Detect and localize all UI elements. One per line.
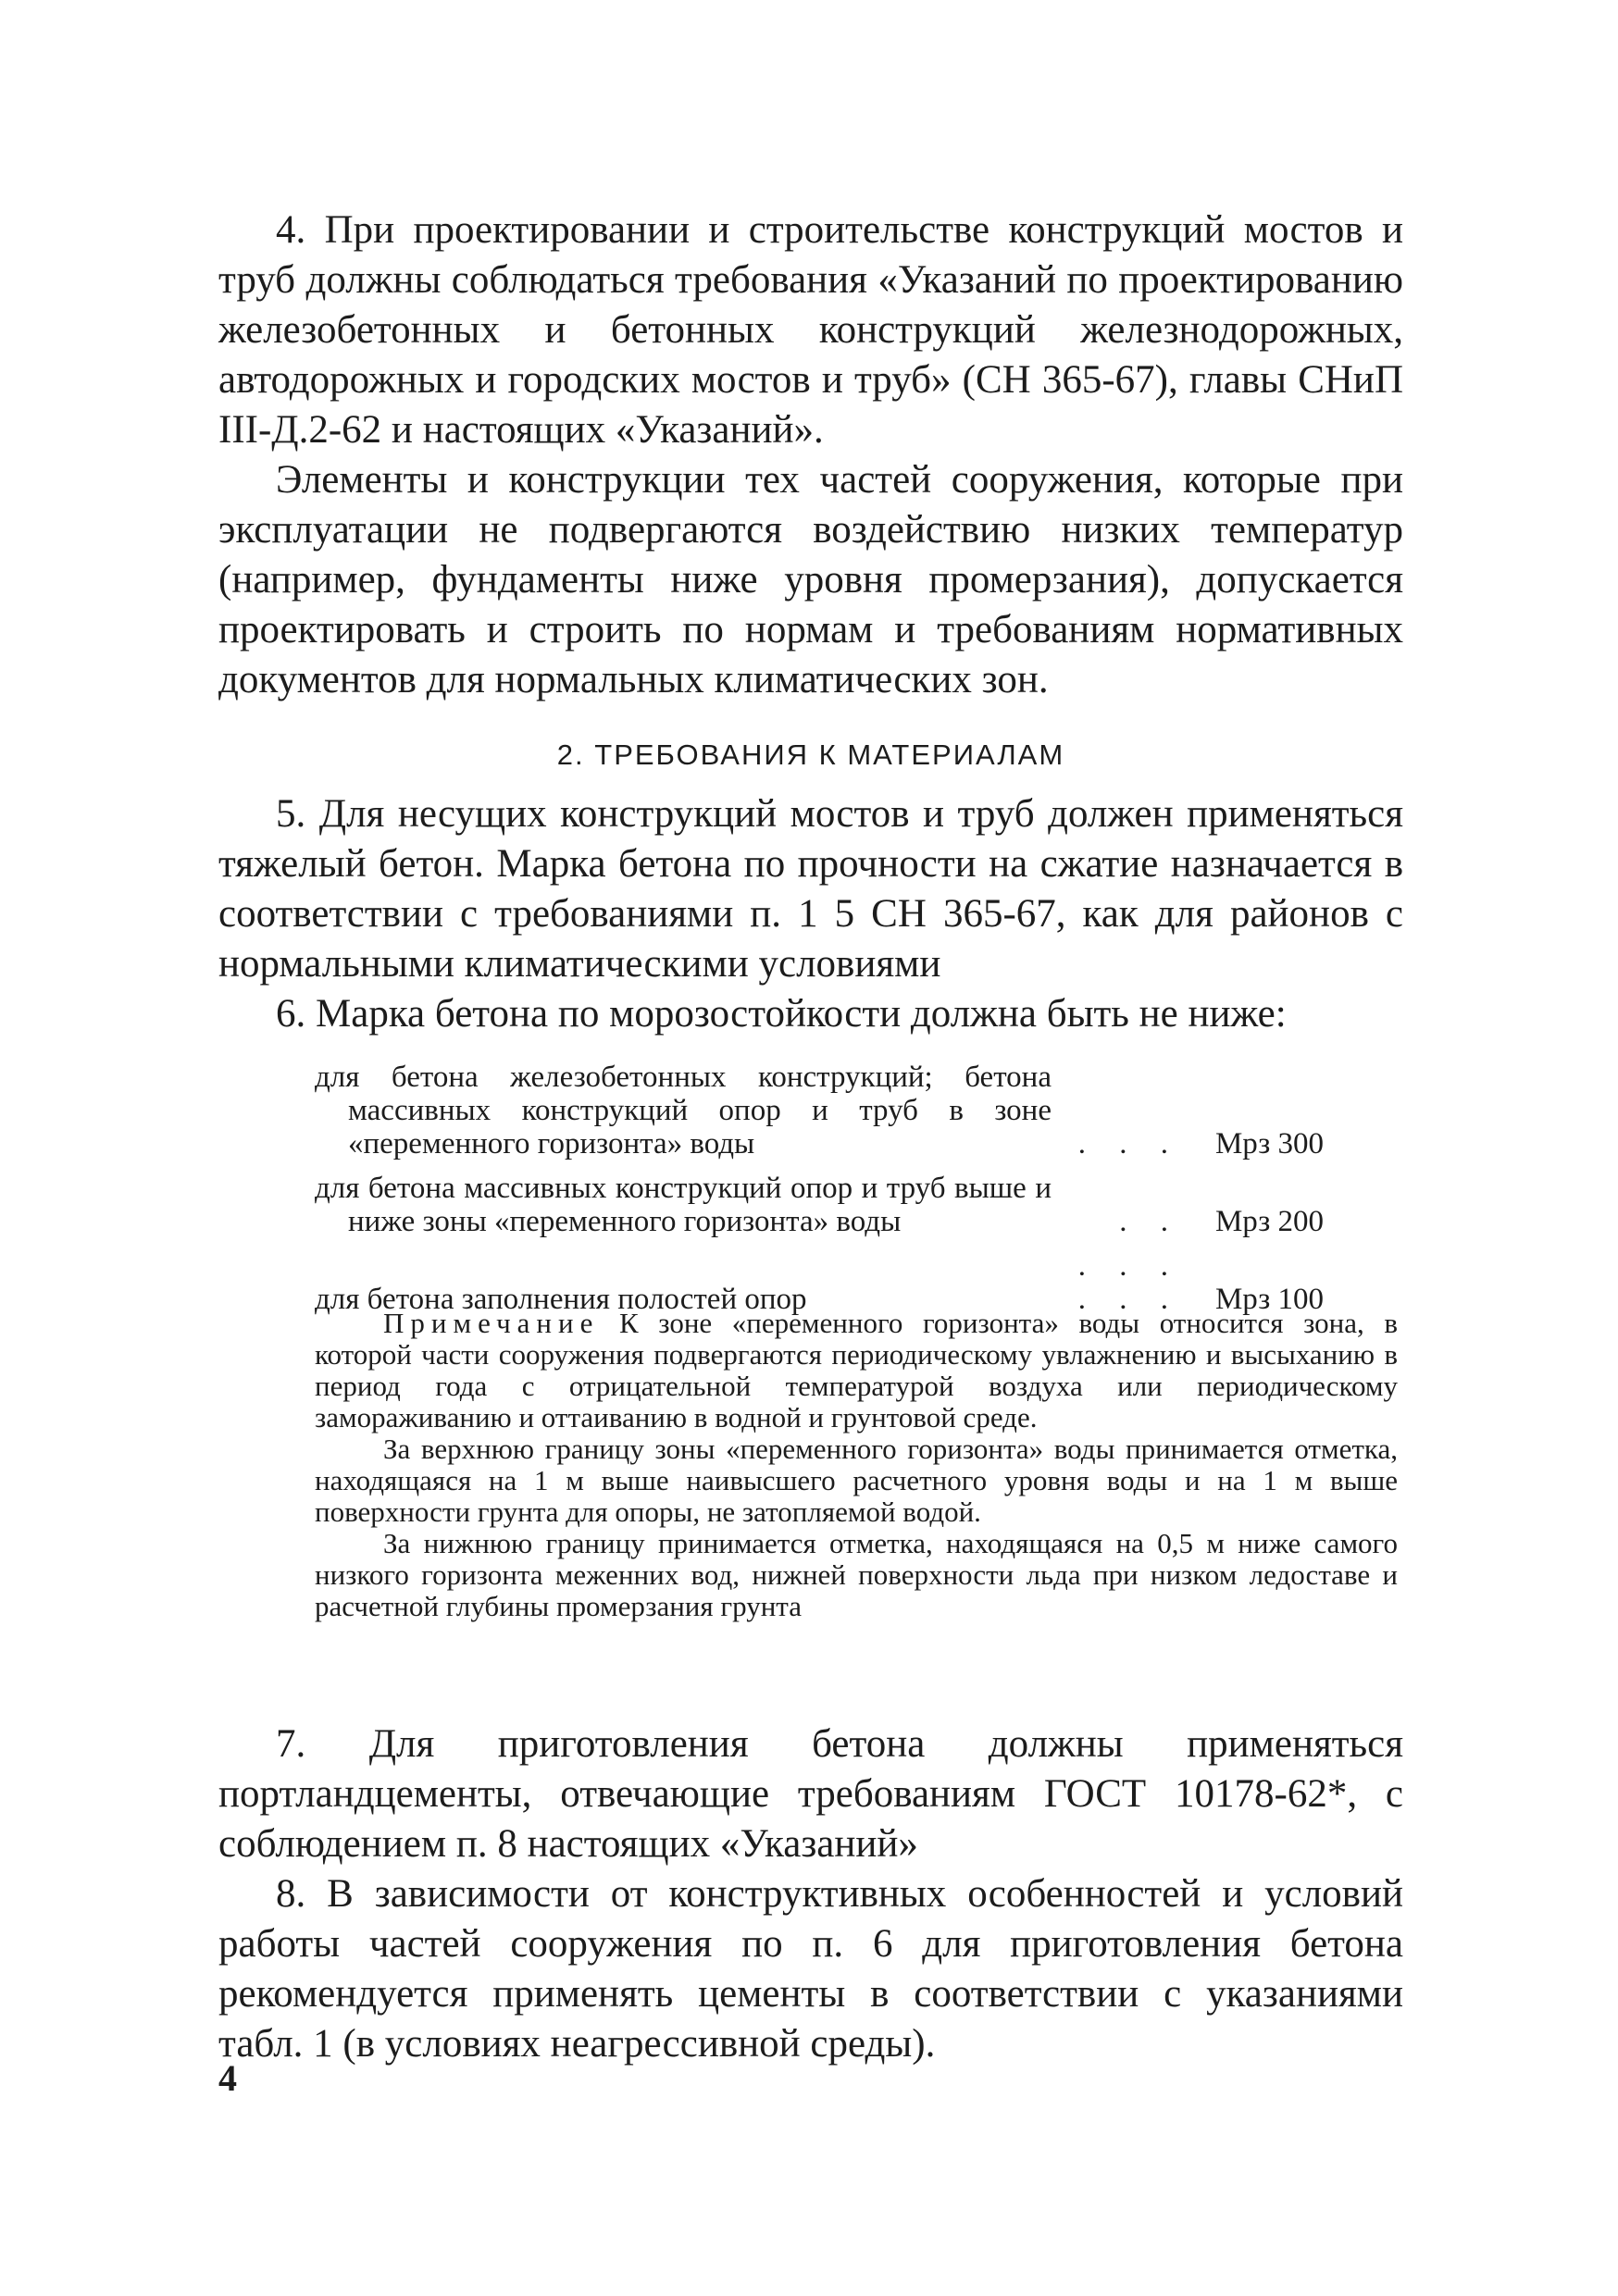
note-paragraph: За верхнюю границу зоны «переменного горизонта» воды принимается отметка, находящаяся на 1 м выше наивысшего расчетного уровня воды и на 1 м выше поверхности грунта для опоры, не затопляемой водой. — [315, 1433, 1398, 1528]
requirement-text: для бетона массивных конструкций опор и труб выше и ниже зоны «переменного горизонта» воды — [315, 1172, 1052, 1238]
section-heading: 2. ТРЕБОВАНИЯ К МАТЕРИАЛАМ — [556, 738, 1065, 771]
requirement-row — [315, 1061, 1324, 1160]
note-paragraph: За нижнюю границу принимается отметка, находящаяся на 0,5 м ниже самого низкого горизонта меженних вод, нижней поверхности льда при низком ледоставе и расчетной глубины промерзания грунта — [315, 1527, 1398, 1622]
paragraph-5: 5. Для несущих конструкций мостов и труб должен применяться тяжелый бетон. Марка бетона по прочности на сжатие назначается в соответствии с требованиями п. 1 5 СН 365-67, как для районов с нормальными климатическими условиями — [218, 792, 1403, 986]
leader-dots: . . . . . . — [1077, 1249, 1181, 1316]
requirement-value: Мрз 200 — [1214, 1205, 1324, 1238]
paragraph-7: 7. Для приготовления бетона должны применяться портландцементы, отвечающие требованиям ГОСТ 10178-62*, с соблюдением п. 8 настоящих «Указаний» — [218, 1722, 1403, 1866]
paragraph-elements: Элементы и конструкции тех частей сооружения, которые при эксплуатации не подвергаются воздействию низких температур (например, фундаменты ниже уровня промерзания), допускается проектировать и строить по нормам и требованиям нормативных документов для нормальных климатических зон. — [218, 458, 1403, 701]
bottom-text-block — [218, 1719, 1403, 2069]
paragraph-8: 8. В зависимости от конструктивных особенностей и условий работы частей сооружения по п. 6 для приготовления бетона рекомендуется применять цементы в соответствии с указаниями табл. 1 (в условиях неагрессивной среды). — [218, 1872, 1403, 2066]
middle-text-block — [218, 789, 1403, 1039]
top-text-block — [218, 205, 1403, 705]
leader-dots: . . — [1119, 1205, 1181, 1238]
note-block — [315, 1308, 1398, 1622]
paragraph-4: 4. При проектировании и строительстве конструкций мостов и труб должны соблюдаться требования «Указаний по проектированию железобетонных и бетонных конструкций железнодорожных, автодорожных и городских мостов и труб» (СН 365-67), главы СНиП III-Д.2-62 и настоящих «Указаний». — [218, 208, 1403, 452]
note-paragraph — [315, 1308, 1398, 1433]
frost-resistance-requirements — [315, 1061, 1324, 1316]
paragraph-6: 6. Марка бетона по морозостойкости должна быть не ниже: — [276, 992, 1287, 1036]
note-text: К зоне «переменного горизонта» воды относится зона, в которой части сооружения подвергаются периодическому увлажнению и высыханию в период года с отрицательной температурой воздуха или периодическому замораживанию и оттаиванию в водной и грунтовой среде. — [315, 1307, 1399, 1433]
requirement-value: Мрз 300 — [1214, 1127, 1324, 1160]
leader-dots: . . . — [1077, 1127, 1181, 1160]
requirement-text: для бетона заполнения полостей опор — [315, 1283, 807, 1316]
requirement-text: для бетона железобетонных конструкций; бетона массивных конструкций опор и труб в зоне «переменного горизонта» воды — [315, 1061, 1052, 1160]
requirement-row — [315, 1172, 1324, 1238]
requirement-value: Мрз 100 — [1214, 1283, 1324, 1316]
note-label: Примечание — [383, 1307, 600, 1339]
page-number: 4 — [218, 2057, 237, 2099]
